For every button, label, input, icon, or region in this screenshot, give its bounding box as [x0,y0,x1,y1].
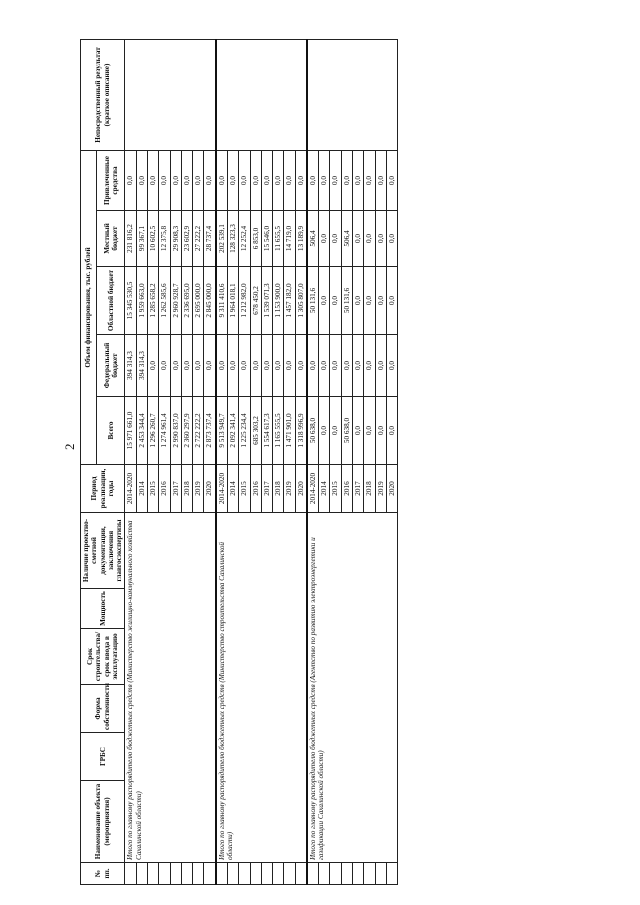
cell-local: 12 375,8 [159,211,170,267]
cell-num [147,863,158,885]
header-period: Период реализации, годы [81,465,125,513]
cell-federal: 0,0 [330,335,341,397]
cell-num [284,863,295,885]
cell-period: 2020 [295,465,307,513]
cell-num [250,863,261,885]
cell-regional: 0,0 [330,267,341,335]
cell-regional: 2 960 928,7 [170,267,181,335]
cell-attracted: 0,0 [273,150,284,210]
cell-federal: 0,0 [193,335,204,397]
cell-federal: 0,0 [181,335,192,397]
cell-num [273,863,284,885]
cell-federal: 0,0 [147,335,158,397]
header-name: Наименование объекта (мероприятия) [81,781,125,863]
cell-local: 0,0 [319,211,330,267]
cell-local: 11 655,5 [273,211,284,267]
cell-total: 15 971 661,0 [125,397,136,465]
cell-num [193,863,204,885]
cell-attracted: 0,0 [181,150,192,210]
cell-federal: 394 314,3 [125,335,136,397]
cell-local: 231 816,2 [125,211,136,267]
cell-total: 2 990 837,0 [170,397,181,465]
cell-federal: 0,0 [250,335,261,397]
cell-total: 9 513 949,7 [216,397,228,465]
cell-total: 2 360 297,9 [181,397,192,465]
cell-attracted: 0,0 [193,150,204,210]
cell-local: 27 222,2 [193,211,204,267]
cell-local: 506,4 [307,211,319,267]
cell-num [307,863,319,885]
cell-local: 14 719,0 [284,211,295,267]
cell-total: 0,0 [330,397,341,465]
cell-period: 2015 [147,465,158,513]
cell-total: 1 274 961,4 [159,397,170,465]
cell-total: 0,0 [364,397,375,465]
cell-local: 10 602,5 [147,211,158,267]
cell-total: 1 296 260,7 [147,397,158,465]
cell-result [125,39,216,150]
cell-regional: 678 450,2 [250,267,261,335]
group-label: Итого по главному распорядителю бюджетных средств (Министерство жилищно-коммунального хозяйства Сахалинской области) [125,513,216,863]
cell-attracted: 0,0 [341,150,352,210]
cell-regional: 0,0 [353,267,364,335]
cell-federal: 0,0 [341,335,352,397]
group-label: Итого по главному распорядителю бюджетных средств (Агентство по развитию электроэнергетики и газификации Сахалинской области) [307,513,398,863]
cell-num [159,863,170,885]
header-docs: Наличие проектно-сметной документации, заключения главгосэкспертизы [81,513,125,589]
cell-regional: 2 695 000,0 [193,267,204,335]
rotated-table-container [80,40,640,885]
cell-attracted: 0,0 [261,150,272,210]
cell-regional: 50 131,6 [307,267,319,335]
cell-regional: 1 262 585,6 [159,267,170,335]
cell-regional: 1 285 658,2 [147,267,158,335]
header-grbs: ГРБС [81,733,125,781]
header-capacity: Мощность [81,589,125,629]
cell-total: 1 471 901,0 [284,397,295,465]
cell-result [307,39,398,150]
cell-total: 2 453 344,4 [136,397,147,465]
cell-federal: 394 314,3 [136,335,147,397]
cell-local: 506,4 [341,211,352,267]
cell-period: 2016 [250,465,261,513]
cell-period: 2015 [239,465,250,513]
cell-num [353,863,364,885]
cell-local: 23 602,9 [181,211,192,267]
cell-local: 29 908,3 [170,211,181,267]
cell-attracted: 0,0 [239,150,250,210]
table-row [216,39,228,884]
cell-regional: 1 153 900,0 [273,267,284,335]
cell-period: 2019 [284,465,295,513]
cell-federal: 0,0 [261,335,272,397]
cell-total: 1 318 996,9 [295,397,307,465]
group-label: Итого по главному распорядителю бюджетных средств (Министерство строительства Сахалинской области) [216,513,307,863]
cell-federal: 0,0 [204,335,216,397]
cell-num [295,863,307,885]
header-result: Непосредственный результат (краткое описание) [81,39,125,150]
cell-num [170,863,181,885]
cell-period: 2017 [261,465,272,513]
cell-attracted: 0,0 [159,150,170,210]
cell-attracted: 0,0 [295,150,307,210]
cell-period: 2018 [273,465,284,513]
cell-federal: 0,0 [273,335,284,397]
cell-local: 128 323,3 [227,211,238,267]
cell-federal: 0,0 [239,335,250,397]
cell-attracted: 0,0 [307,150,319,210]
cell-attracted: 0,0 [386,150,397,210]
cell-period: 2016 [341,465,352,513]
cell-federal: 0,0 [170,335,181,397]
cell-period: 2020 [386,465,397,513]
cell-federal: 0,0 [386,335,397,397]
cell-regional: 1 539 071,3 [261,267,272,335]
cell-period: 2019 [193,465,204,513]
cell-local: 0,0 [330,211,341,267]
cell-total: 2 722 222,2 [193,397,204,465]
cell-federal: 0,0 [364,335,375,397]
page-number: 2 [62,443,77,450]
cell-attracted: 0,0 [353,150,364,210]
cell-period: 2016 [159,465,170,513]
cell-total: 0,0 [386,397,397,465]
cell-attracted: 0,0 [170,150,181,210]
header-num: № пп. [81,863,125,885]
cell-num [136,863,147,885]
header-regional: Областной бюджет [97,267,125,335]
cell-regional: 1 959 663,0 [136,267,147,335]
cell-federal: 0,0 [159,335,170,397]
cell-regional: 0,0 [364,267,375,335]
cell-local: 202 539,1 [216,211,228,267]
cell-period: 2018 [364,465,375,513]
cell-period: 2020 [204,465,216,513]
cell-local: 13 189,9 [295,211,307,267]
cell-num [216,863,228,885]
cell-num [261,863,272,885]
cell-federal: 0,0 [227,335,238,397]
cell-local: 15 546,0 [261,211,272,267]
table-row [125,39,136,884]
cell-attracted: 0,0 [375,150,386,210]
cell-attracted: 0,0 [136,150,147,210]
header-attracted: Привлеченные средства [97,150,125,210]
cell-total: 2 092 341,4 [227,397,238,465]
cell-attracted: 0,0 [204,150,216,210]
cell-regional: 1 964 018,1 [227,267,238,335]
cell-local: 0,0 [375,211,386,267]
header-local: Местный бюджет [97,211,125,267]
cell-federal: 0,0 [284,335,295,397]
cell-federal: 0,0 [353,335,364,397]
cell-local: 6 853,0 [250,211,261,267]
header-total: Всего [97,397,125,465]
header-funding-group: Объем финансирования, тыс. рублей [81,150,97,464]
cell-regional: 1 457 182,0 [284,267,295,335]
cell-total: 1 554 617,3 [261,397,272,465]
cell-num [386,863,397,885]
header-ownership: Форма собственности [81,685,125,733]
cell-attracted: 0,0 [319,150,330,210]
table-row [307,39,319,884]
cell-local: 0,0 [386,211,397,267]
cell-federal: 0,0 [295,335,307,397]
cell-period: 2014-2020 [307,465,319,513]
cell-attracted: 0,0 [364,150,375,210]
funding-table [80,39,398,885]
cell-attracted: 0,0 [147,150,158,210]
cell-period: 2019 [375,465,386,513]
cell-regional: 9 311 410,6 [216,267,228,335]
cell-total: 0,0 [375,397,386,465]
cell-local: 0,0 [364,211,375,267]
cell-attracted: 0,0 [125,150,136,210]
cell-total: 0,0 [319,397,330,465]
cell-total: 1 165 555,5 [273,397,284,465]
cell-regional: 15 345 530,5 [125,267,136,335]
cell-result [216,39,307,150]
cell-num [125,863,136,885]
cell-total: 50 638,0 [307,397,319,465]
cell-local: 28 737,4 [204,211,216,267]
cell-num [364,863,375,885]
cell-local: 12 252,4 [239,211,250,267]
cell-period: 2014 [136,465,147,513]
cell-num [341,863,352,885]
cell-num [319,863,330,885]
cell-num [239,863,250,885]
cell-num [330,863,341,885]
cell-regional: 2 845 000,0 [204,267,216,335]
cell-num [227,863,238,885]
cell-attracted: 0,0 [216,150,228,210]
cell-num [204,863,216,885]
cell-federal: 0,0 [307,335,319,397]
cell-federal: 0,0 [216,335,228,397]
cell-total: 2 873 737,4 [204,397,216,465]
cell-regional: 1 212 982,0 [239,267,250,335]
cell-total: 685 303,2 [250,397,261,465]
cell-period: 2017 [353,465,364,513]
cell-federal: 0,0 [319,335,330,397]
cell-regional: 2 336 695,0 [181,267,192,335]
cell-federal: 0,0 [375,335,386,397]
cell-num [375,863,386,885]
cell-period: 2018 [181,465,192,513]
cell-attracted: 0,0 [330,150,341,210]
cell-local: 99 367,1 [136,211,147,267]
cell-regional: 0,0 [386,267,397,335]
header-term: Срок строительства/ срок ввода в эксплуатацию [81,629,125,685]
cell-period: 2015 [330,465,341,513]
cell-attracted: 0,0 [250,150,261,210]
cell-period: 2014 [319,465,330,513]
cell-total: 1 225 234,4 [239,397,250,465]
cell-regional: 50 131,6 [341,267,352,335]
cell-total: 0,0 [353,397,364,465]
table-body [125,39,398,884]
cell-attracted: 0,0 [227,150,238,210]
cell-regional: 0,0 [319,267,330,335]
header-federal: Федеральный бюджет [97,335,125,397]
cell-period: 2014 [227,465,238,513]
cell-regional: 0,0 [375,267,386,335]
cell-period: 2014-2020 [216,465,228,513]
cell-period: 2017 [170,465,181,513]
cell-period: 2014-2020 [125,465,136,513]
cell-regional: 1 305 807,0 [295,267,307,335]
cell-attracted: 0,0 [284,150,295,210]
cell-total: 50 638,0 [341,397,352,465]
cell-num [181,863,192,885]
cell-local: 0,0 [353,211,364,267]
